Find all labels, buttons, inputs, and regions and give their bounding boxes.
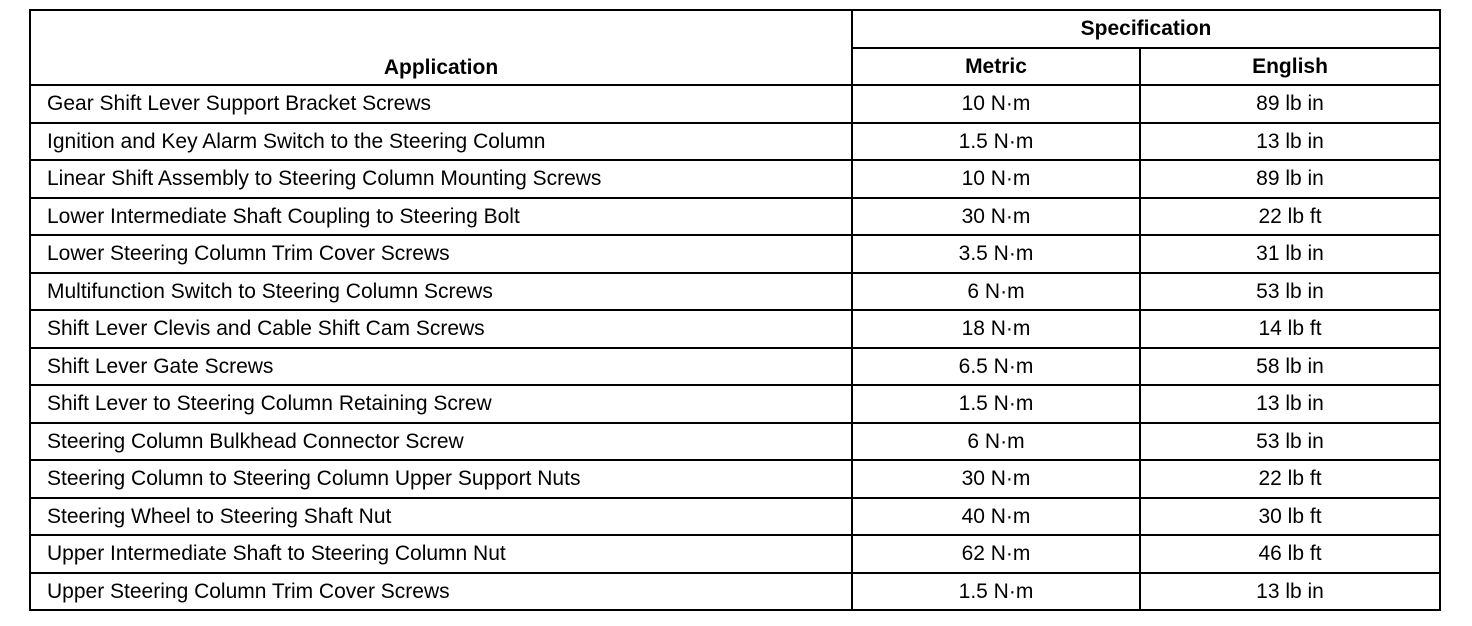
metric-cell: 10 N·m xyxy=(852,85,1140,123)
table-row xyxy=(30,123,1440,161)
metric-cell: 6 N·m xyxy=(852,423,1140,461)
english-cell: 53 lb in xyxy=(1140,273,1440,311)
english-cell: 22 lb ft xyxy=(1140,460,1440,498)
table-body xyxy=(30,85,1440,610)
english-cell: 22 lb ft xyxy=(1140,198,1440,236)
application-cell: Steering Column to Steering Column Upper Support Nuts xyxy=(30,460,852,498)
metric-cell: 62 N·m xyxy=(852,535,1140,573)
application-cell: Shift Lever Gate Screws xyxy=(30,348,852,386)
table-row xyxy=(30,198,1440,236)
english-cell: 13 lb in xyxy=(1140,573,1440,611)
english-cell: 58 lb in xyxy=(1140,348,1440,386)
metric-header: Metric xyxy=(852,48,1140,86)
table-row xyxy=(30,235,1440,273)
english-cell: 13 lb in xyxy=(1140,385,1440,423)
application-cell: Multifunction Switch to Steering Column Screws xyxy=(30,273,852,311)
application-cell: Shift Lever to Steering Column Retaining Screw xyxy=(30,385,852,423)
application-cell: Steering Column Bulkhead Connector Screw xyxy=(30,423,852,461)
metric-cell: 40 N·m xyxy=(852,498,1140,536)
english-header: English xyxy=(1140,48,1440,86)
header-row-top xyxy=(30,10,1440,48)
application-cell: Linear Shift Assembly to Steering Column Mounting Screws xyxy=(30,160,852,198)
application-cell: Shift Lever Clevis and Cable Shift Cam Screws xyxy=(30,310,852,348)
application-cell: Lower Steering Column Trim Cover Screws xyxy=(30,235,852,273)
metric-cell: 18 N·m xyxy=(852,310,1140,348)
table-row xyxy=(30,535,1440,573)
english-cell: 53 lb in xyxy=(1140,423,1440,461)
metric-cell: 6.5 N·m xyxy=(852,348,1140,386)
metric-cell: 1.5 N·m xyxy=(852,573,1140,611)
table-row xyxy=(30,160,1440,198)
table-row xyxy=(30,460,1440,498)
table-row xyxy=(30,423,1440,461)
english-cell: 31 lb in xyxy=(1140,235,1440,273)
table-row xyxy=(30,385,1440,423)
table-row xyxy=(30,310,1440,348)
english-cell: 89 lb in xyxy=(1140,160,1440,198)
specification-header: Specification xyxy=(852,10,1440,48)
metric-cell: 3.5 N·m xyxy=(852,235,1140,273)
application-cell: Lower Intermediate Shaft Coupling to Steering Bolt xyxy=(30,198,852,236)
metric-cell: 1.5 N·m xyxy=(852,385,1140,423)
application-cell: Gear Shift Lever Support Bracket Screws xyxy=(30,85,852,123)
table-row xyxy=(30,273,1440,311)
application-cell: Steering Wheel to Steering Shaft Nut xyxy=(30,498,852,536)
english-cell: 13 lb in xyxy=(1140,123,1440,161)
english-cell: 30 lb ft xyxy=(1140,498,1440,536)
metric-cell: 6 N·m xyxy=(852,273,1140,311)
metric-cell: 30 N·m xyxy=(852,460,1140,498)
table-row xyxy=(30,85,1440,123)
english-cell: 46 lb ft xyxy=(1140,535,1440,573)
metric-cell: 10 N·m xyxy=(852,160,1140,198)
table-row xyxy=(30,573,1440,611)
english-cell: 89 lb in xyxy=(1140,85,1440,123)
table-row xyxy=(30,348,1440,386)
application-header: Application xyxy=(30,10,852,85)
application-cell: Upper Steering Column Trim Cover Screws xyxy=(30,573,852,611)
torque-specification-table xyxy=(29,9,1441,611)
application-cell: Ignition and Key Alarm Switch to the Steering Column xyxy=(30,123,852,161)
application-cell: Upper Intermediate Shaft to Steering Column Nut xyxy=(30,535,852,573)
metric-cell: 30 N·m xyxy=(852,198,1140,236)
metric-cell: 1.5 N·m xyxy=(852,123,1140,161)
english-cell: 14 lb ft xyxy=(1140,310,1440,348)
table-row xyxy=(30,498,1440,536)
